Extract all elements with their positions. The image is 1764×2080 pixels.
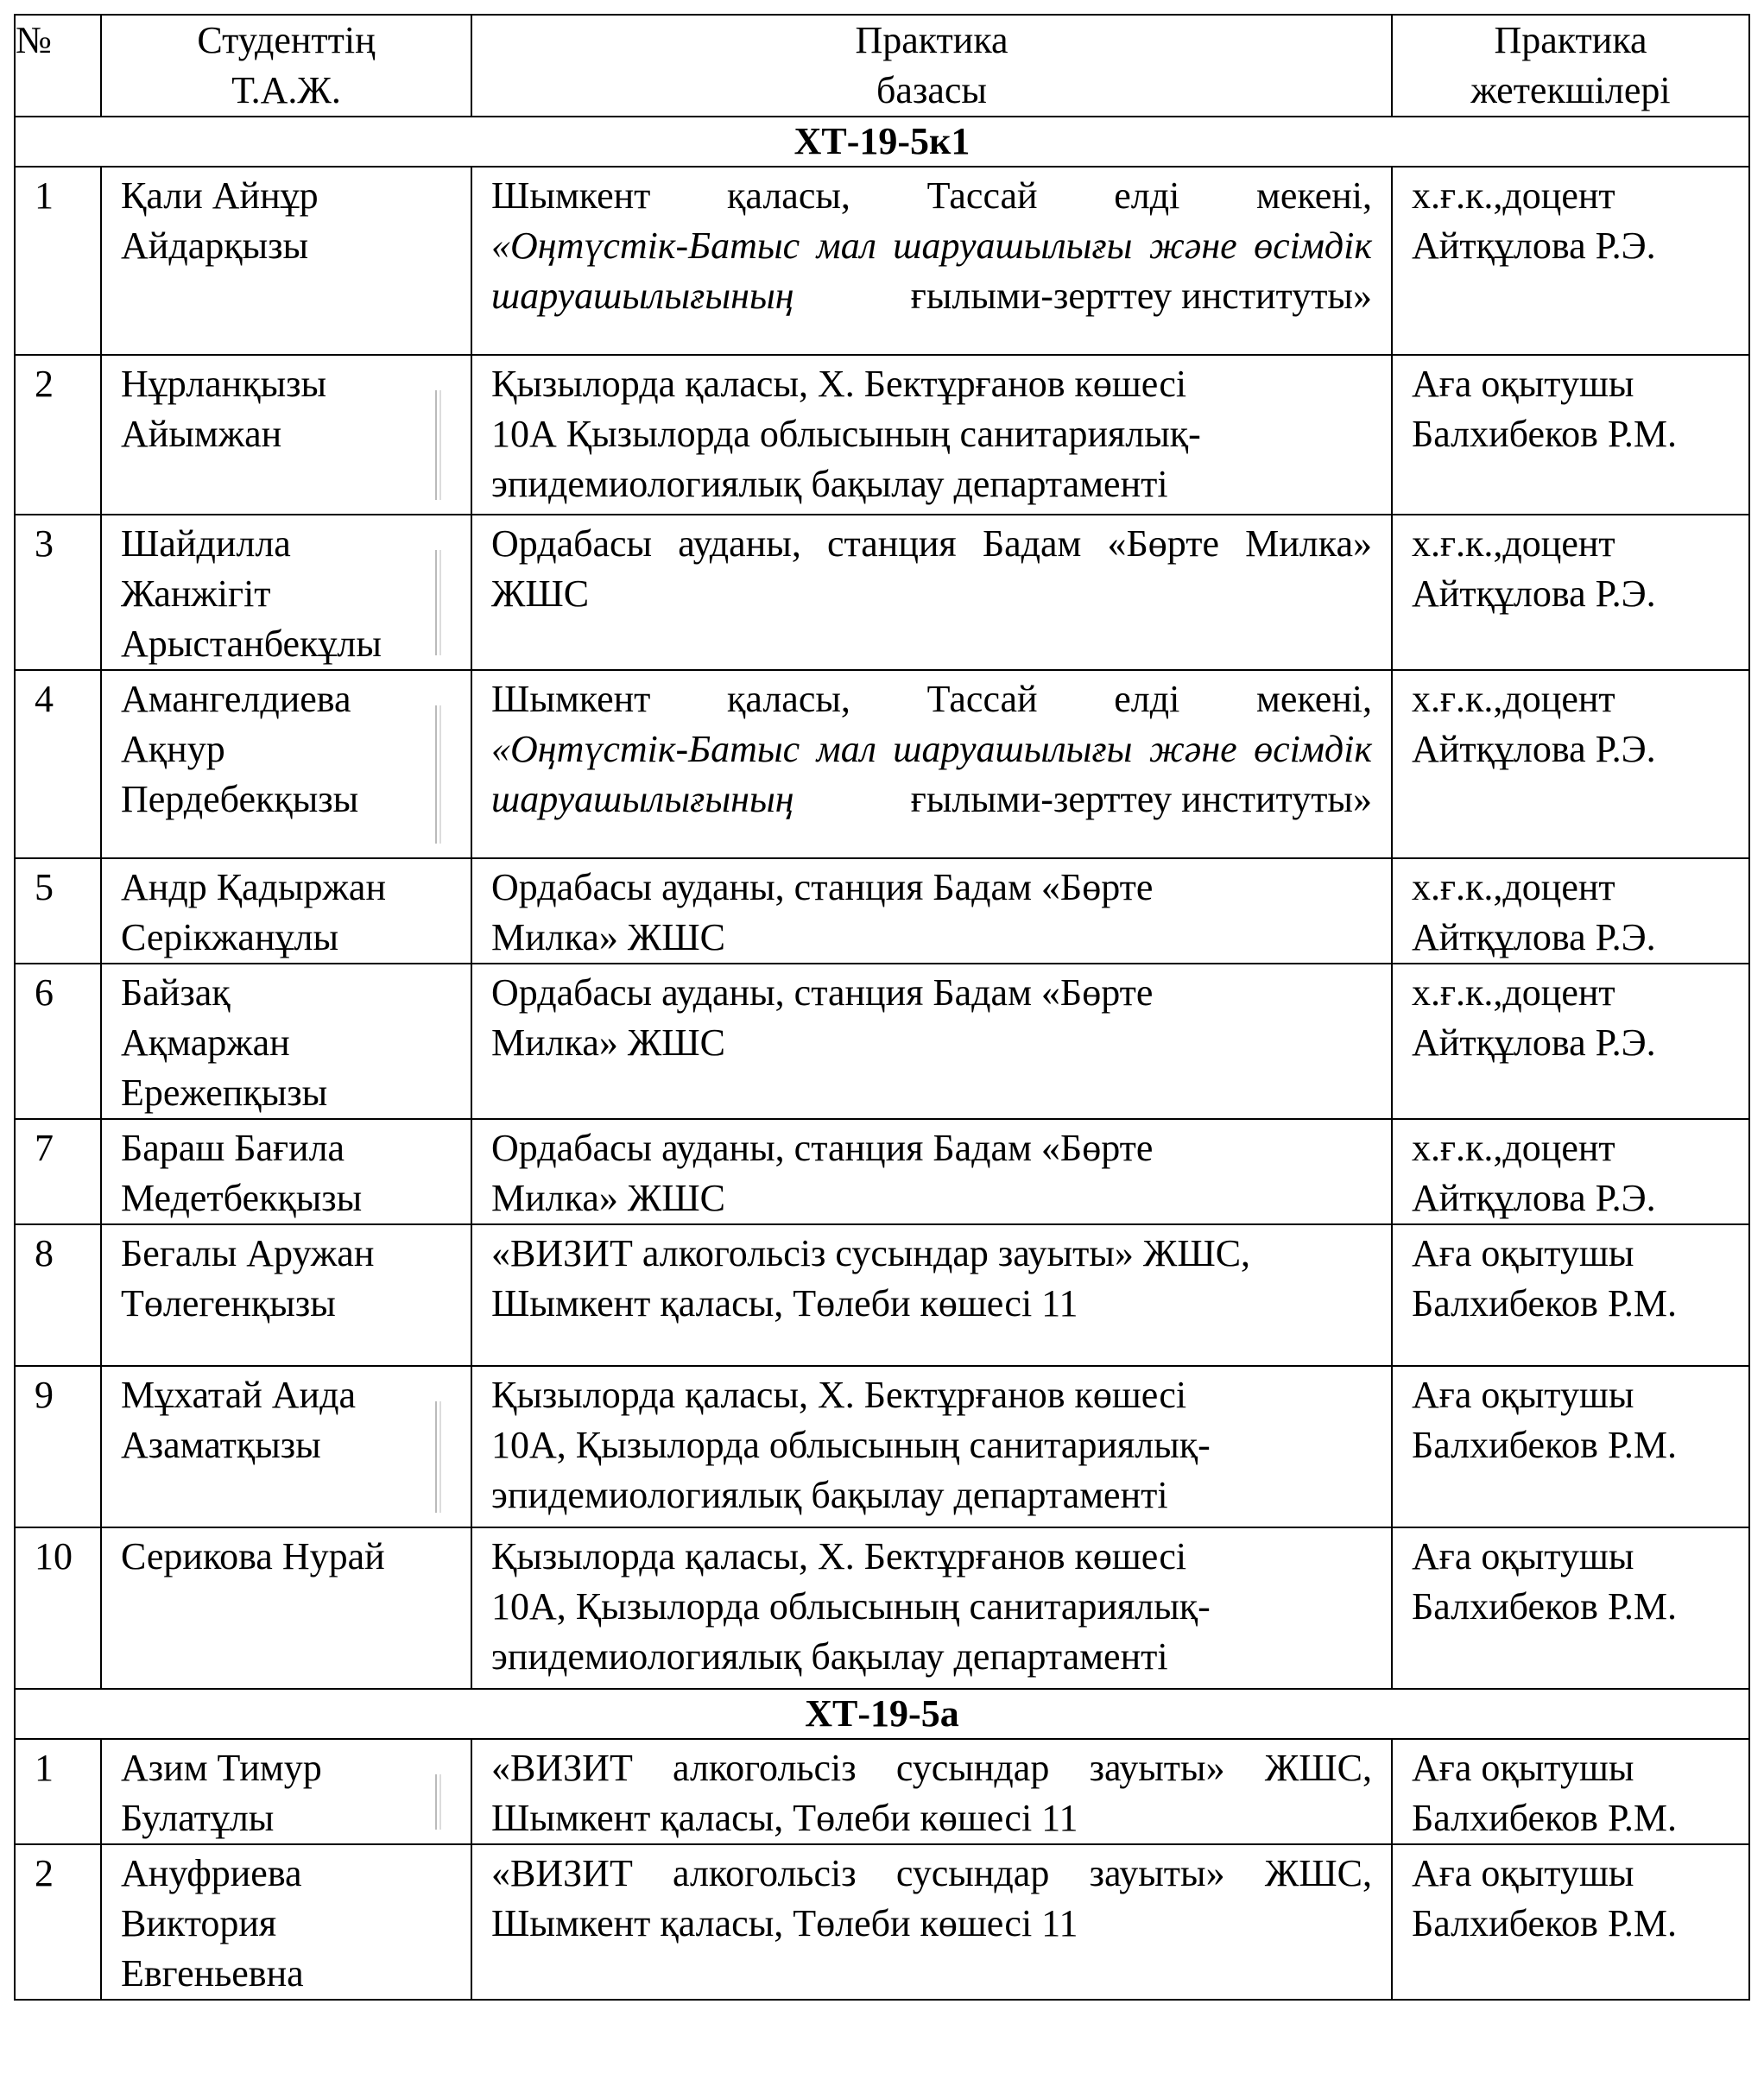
supervisor-line: Аға оқытушы (1412, 1852, 1634, 1894)
practice-base (471, 1739, 1392, 1844)
margin-mark (435, 390, 441, 500)
student-name-line: Виктория (121, 1902, 277, 1944)
student-name (101, 858, 471, 964)
group-row (15, 1689, 1749, 1739)
supervisor-line: х.ғ.к.,доцент (1412, 1127, 1615, 1169)
header-row (15, 15, 1749, 117)
supervisor (1392, 515, 1749, 670)
row-number: 2 (15, 1844, 101, 2000)
student-name-line: Ануфриева (121, 1852, 302, 1894)
supervisor-line: Аға оқытушы (1412, 1232, 1634, 1274)
header-supervisors (1392, 15, 1749, 117)
practice-base-line: Шымкент қаласы, Тассай елді мекені, (491, 174, 1372, 217)
supervisor-line: Аға оқытушы (1412, 1747, 1634, 1789)
student-name-line: Арыстанбекұлы (121, 623, 382, 665)
practice-base-line: Қызылорда қаласы, Х. Бектұрғанов көшесі (491, 1535, 1187, 1577)
supervisor-line: Балхибеков Р.М. (1412, 1585, 1678, 1628)
group-title: ХТ-19-5а (15, 1689, 1749, 1739)
practice-base (471, 167, 1392, 355)
row-number: 4 (15, 670, 101, 858)
practice-base (471, 1527, 1392, 1689)
header-number: № (15, 15, 101, 117)
practice-base (471, 515, 1392, 670)
practice-base-text: Ордабасы ауданы, станция Бадам «Бөрте Милка» ЖШС (491, 522, 1372, 615)
student-name-line: Амангелдиева (121, 678, 351, 720)
header-student-line-1: Студенттің (197, 19, 376, 61)
student-name-line: Ақмаржан (121, 1021, 290, 1064)
table-row (15, 515, 1749, 670)
practice-base-line: Милка» ЖШС (491, 916, 726, 958)
practice-assignment-table (14, 14, 1750, 2001)
student-name-line: Серікжанұлы (121, 916, 339, 958)
practice-base-line: эпидемиологиялық бақылау департаменті (491, 1474, 1168, 1516)
header-supervisor-line-1: Практика (1494, 19, 1647, 61)
margin-mark (435, 705, 441, 844)
practice-base-line: Ордабасы ауданы, станция Бадам «Бөрте (491, 971, 1154, 1014)
row-number: 5 (15, 858, 101, 964)
row-number: 9 (15, 1366, 101, 1527)
practice-base-line: Шымкент қаласы, Тассай елді мекені, (491, 678, 1372, 720)
row-number: 1 (15, 167, 101, 355)
supervisor-line: Аға оқытушы (1412, 1374, 1634, 1416)
practice-base-line: эпидемиологиялық бақылау департаменті (491, 1635, 1168, 1678)
supervisor-line: Балхибеков Р.М. (1412, 1424, 1678, 1466)
student-name (101, 1844, 471, 2000)
student-name-line: Нұрланқызы (121, 363, 327, 405)
student-name-line: Андр Қадыржан (121, 866, 387, 908)
student-name-line: Айдарқызы (121, 224, 309, 267)
margin-mark (435, 1401, 441, 1513)
student-name-line: Ережепқызы (121, 1072, 328, 1114)
practice-base (471, 1119, 1392, 1224)
table-row (15, 1739, 1749, 1844)
table-row (15, 1119, 1749, 1224)
practice-base-line: Ордабасы ауданы, станция Бадам «Бөрте (491, 866, 1154, 908)
header-student (101, 15, 471, 117)
table-row (15, 355, 1749, 515)
supervisor (1392, 670, 1749, 858)
table-row (15, 858, 1749, 964)
supervisor-line: Айтқұлова Р.Э. (1412, 728, 1656, 770)
header-student-line-2: Т.А.Ж. (231, 69, 341, 111)
supervisor (1392, 355, 1749, 515)
practice-base-line: ғылыми-зерттеу институты» (910, 778, 1372, 820)
student-name-line: Евгеньевна (121, 1952, 304, 1995)
practice-base-line: Қызылорда қаласы, Х. Бектұрғанов көшесі (491, 1374, 1187, 1416)
table-row (15, 670, 1749, 858)
student-name-line: Медетбекқызы (121, 1177, 363, 1219)
practice-base-text: «ВИЗИТ алкогольсіз сусындар зауыты» ЖШС, Шымкент қаласы, Төлеби көшесі 11 (491, 1852, 1372, 1944)
supervisor-line: Балхибеков Р.М. (1412, 1902, 1678, 1944)
margin-mark (435, 550, 441, 655)
supervisor-line: Айтқұлова Р.Э. (1412, 224, 1656, 267)
supervisor (1392, 167, 1749, 355)
practice-base-line: «ВИЗИТ алкогольсіз сусындар зауыты» ЖШС, (491, 1232, 1251, 1274)
practice-base-line: Милка» ЖШС (491, 1177, 726, 1219)
student-name-line: Шайдилла (121, 522, 291, 565)
practice-base (471, 858, 1392, 964)
header-practice-base (471, 15, 1392, 117)
margin-mark (435, 1774, 441, 1830)
student-name-line: Байзақ (121, 971, 231, 1014)
practice-base (471, 355, 1392, 515)
row-number: 1 (15, 1739, 101, 1844)
student-name (101, 964, 471, 1119)
practice-base-institute: «Оңтүстік-Батыс мал шаруашылығы және өсімдік шаруашылығының (491, 224, 1372, 317)
student-name-line: Айымжан (121, 413, 282, 455)
supervisor (1392, 1844, 1749, 2000)
supervisor (1392, 858, 1749, 964)
practice-base (471, 1844, 1392, 2000)
student-name (101, 355, 471, 515)
student-name (101, 515, 471, 670)
supervisor (1392, 964, 1749, 1119)
student-name (101, 167, 471, 355)
row-number: 7 (15, 1119, 101, 1224)
student-name-line: Серикова Нурай (121, 1535, 385, 1577)
practice-base-line: 10А, Қызылорда облысының санитариялық- (491, 1424, 1211, 1466)
supervisor-line: Балхибеков Р.М. (1412, 1282, 1678, 1324)
header-base-line-2: базасы (876, 69, 987, 111)
table-row (15, 964, 1749, 1119)
supervisor-line: х.ғ.к.,доцент (1412, 522, 1615, 565)
practice-base (471, 670, 1392, 858)
supervisor-line: Балхибеков Р.М. (1412, 413, 1678, 455)
practice-base (471, 964, 1392, 1119)
practice-base-line: 10А, Қызылорда облысының санитариялық- (491, 1585, 1211, 1628)
supervisor-line: Айтқұлова Р.Э. (1412, 916, 1656, 958)
practice-base-line: Шымкент қаласы, Төлеби көшесі 11 (491, 1282, 1078, 1324)
table-row (15, 1224, 1749, 1366)
student-name-line: Ақнур (121, 728, 225, 770)
supervisor (1392, 1739, 1749, 1844)
student-name (101, 1739, 471, 1844)
practice-base-line: Милка» ЖШС (491, 1021, 726, 1064)
practice-base-line: Ордабасы ауданы, станция Бадам «Бөрте (491, 1127, 1154, 1169)
supervisor-line: Аға оқытушы (1412, 1535, 1634, 1577)
row-number: 10 (15, 1527, 101, 1689)
supervisor-line: х.ғ.к.,доцент (1412, 971, 1615, 1014)
row-number: 6 (15, 964, 101, 1119)
supervisor-line: х.ғ.к.,доцент (1412, 866, 1615, 908)
student-name-line: Қали Айнұр (121, 174, 319, 217)
header-base-line-1: Практика (855, 19, 1008, 61)
table-row (15, 167, 1749, 355)
practice-base-line: ғылыми-зерттеу институты» (910, 275, 1372, 317)
supervisor-line: х.ғ.к.,доцент (1412, 678, 1615, 720)
supervisor-line: Аға оқытушы (1412, 363, 1634, 405)
supervisor-line: х.ғ.к.,доцент (1412, 174, 1615, 217)
row-number: 2 (15, 355, 101, 515)
table-row (15, 1527, 1749, 1689)
supervisor (1392, 1527, 1749, 1689)
student-name-line: Булатұлы (121, 1797, 275, 1839)
supervisor (1392, 1224, 1749, 1366)
supervisor-line: Айтқұлова Р.Э. (1412, 572, 1656, 615)
practice-base-line: эпидемиологиялық бақылау департаменті (491, 463, 1168, 505)
student-name (101, 1119, 471, 1224)
student-name-line: Пердебекқызы (121, 778, 359, 820)
practice-base (471, 1366, 1392, 1527)
supervisor (1392, 1366, 1749, 1527)
student-name-line: Азим Тимур (121, 1747, 322, 1789)
group-title: ХТ-19-5к1 (15, 117, 1749, 167)
supervisor-line: Балхибеков Р.М. (1412, 1797, 1678, 1839)
student-name (101, 670, 471, 858)
group-row (15, 117, 1749, 167)
table-row (15, 1844, 1749, 2000)
table-row (15, 1366, 1749, 1527)
student-name-line: Бараш Бағила (121, 1127, 345, 1169)
practice-base-line: Қызылорда қаласы, Х. Бектұрғанов көшесі (491, 363, 1187, 405)
practice-base-line: 10А Қызылорда облысының санитариялық- (491, 413, 1201, 455)
practice-base-text: «ВИЗИТ алкогольсіз сусындар зауыты» ЖШС, Шымкент қаласы, Төлеби көшесі 11 (491, 1747, 1372, 1839)
supervisor-line: Айтқұлова Р.Э. (1412, 1021, 1656, 1064)
supervisor (1392, 1119, 1749, 1224)
row-number: 8 (15, 1224, 101, 1366)
student-name (101, 1527, 471, 1689)
practice-base (471, 1224, 1392, 1366)
student-name-line: Жанжігіт (121, 572, 271, 615)
practice-base-institute: «Оңтүстік-Батыс мал шаруашылығы және өсімдік шаруашылығының (491, 728, 1372, 820)
student-name (101, 1224, 471, 1366)
student-name-line: Азаматқызы (121, 1424, 321, 1466)
student-name-line: Төлегенқызы (121, 1282, 336, 1324)
student-name-line: Мұхатай Аида (121, 1374, 357, 1416)
student-name (101, 1366, 471, 1527)
supervisor-line: Айтқұлова Р.Э. (1412, 1177, 1656, 1219)
student-name-line: Бегалы Аружан (121, 1232, 375, 1274)
header-supervisor-line-2: жетекшілері (1470, 69, 1671, 111)
row-number: 3 (15, 515, 101, 670)
